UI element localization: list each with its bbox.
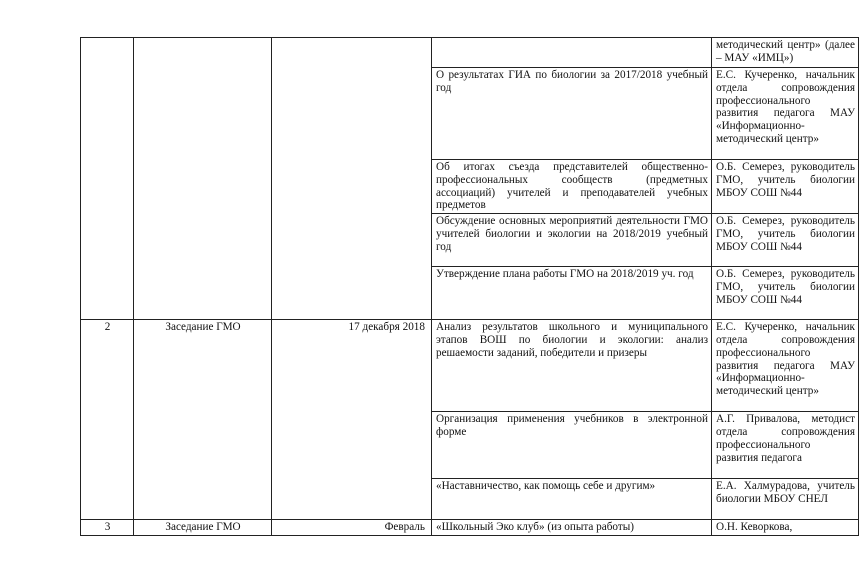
topic-cell: Анализ результатов школьного и муниципального этапов ВОШ по биологии и экологии: анализ решаемости заданий, победители и призеры [432,320,712,412]
date-cell [272,38,432,320]
topic-cell: Обсуждение основных мероприятий деятельности ГМО учителей биологии и экологии на 2018/2019 учебный год [432,214,712,267]
speaker-cell: А.Г. Привалова, методист отдела сопровождения профессионального развития педагога [712,412,859,479]
table-row [81,520,859,536]
number-cell: 2 [81,320,134,520]
speaker-cell: О.Н. Кеворкова, [712,520,859,536]
date-cell: 17 декабря 2018 [272,320,432,520]
event-cell: Заседание ГМО [134,320,272,520]
table-row [81,38,859,68]
topic-cell: Организация применения учебников в электронной форме [432,412,712,479]
topic-cell: О результатах ГИА по биологии за 2017/2018 учебный год [432,68,712,160]
date-cell: Февраль [272,520,432,536]
event-cell: Заседание ГМО [134,520,272,536]
speaker-cell: О.Б. Семерез, руководитель ГМО, учитель биологии МБОУ СОШ №44 [712,214,859,267]
topic-cell [432,38,712,68]
speaker-cell: О.Б. Семерез, руководитель ГМО, учитель биологии МБОУ СОШ №44 [712,267,859,320]
events-table [80,37,859,536]
speaker-cell: методический центр» (далее – МАУ «ИМЦ») [712,38,859,68]
topic-cell: «Школьный Эко клуб» (из опыта работы) [432,520,712,536]
event-cell [134,38,272,320]
speaker-cell: Е.С. Кучеренко, начальник отдела сопровождения профессионального развития педагога МАУ «Информационно-методический центр» [712,68,859,160]
topic-cell: «Наставничество, как помощь себе и другим» [432,479,712,520]
table-row [81,320,859,412]
number-cell [81,38,134,320]
number-cell: 3 [81,520,134,536]
speaker-cell: О.Б. Семерез, руководитель ГМО, учитель биологии МБОУ СОШ №44 [712,160,859,214]
speaker-cell: Е.А. Халмурадова, учитель биологии МБОУ СНЕЛ [712,479,859,520]
topic-cell: Утверждение плана работы ГМО на 2018/2019 уч. год [432,267,712,320]
topic-cell: Об итогах съезда представителей общественно-профессиональных сообществ (предметных ассоциаций) учителей и преподавателей учебных предметов [432,160,712,214]
speaker-cell: Е.С. Кучеренко, начальник отдела сопровождения профессионального развития педагога МАУ «Информационно-методический центр» [712,320,859,412]
